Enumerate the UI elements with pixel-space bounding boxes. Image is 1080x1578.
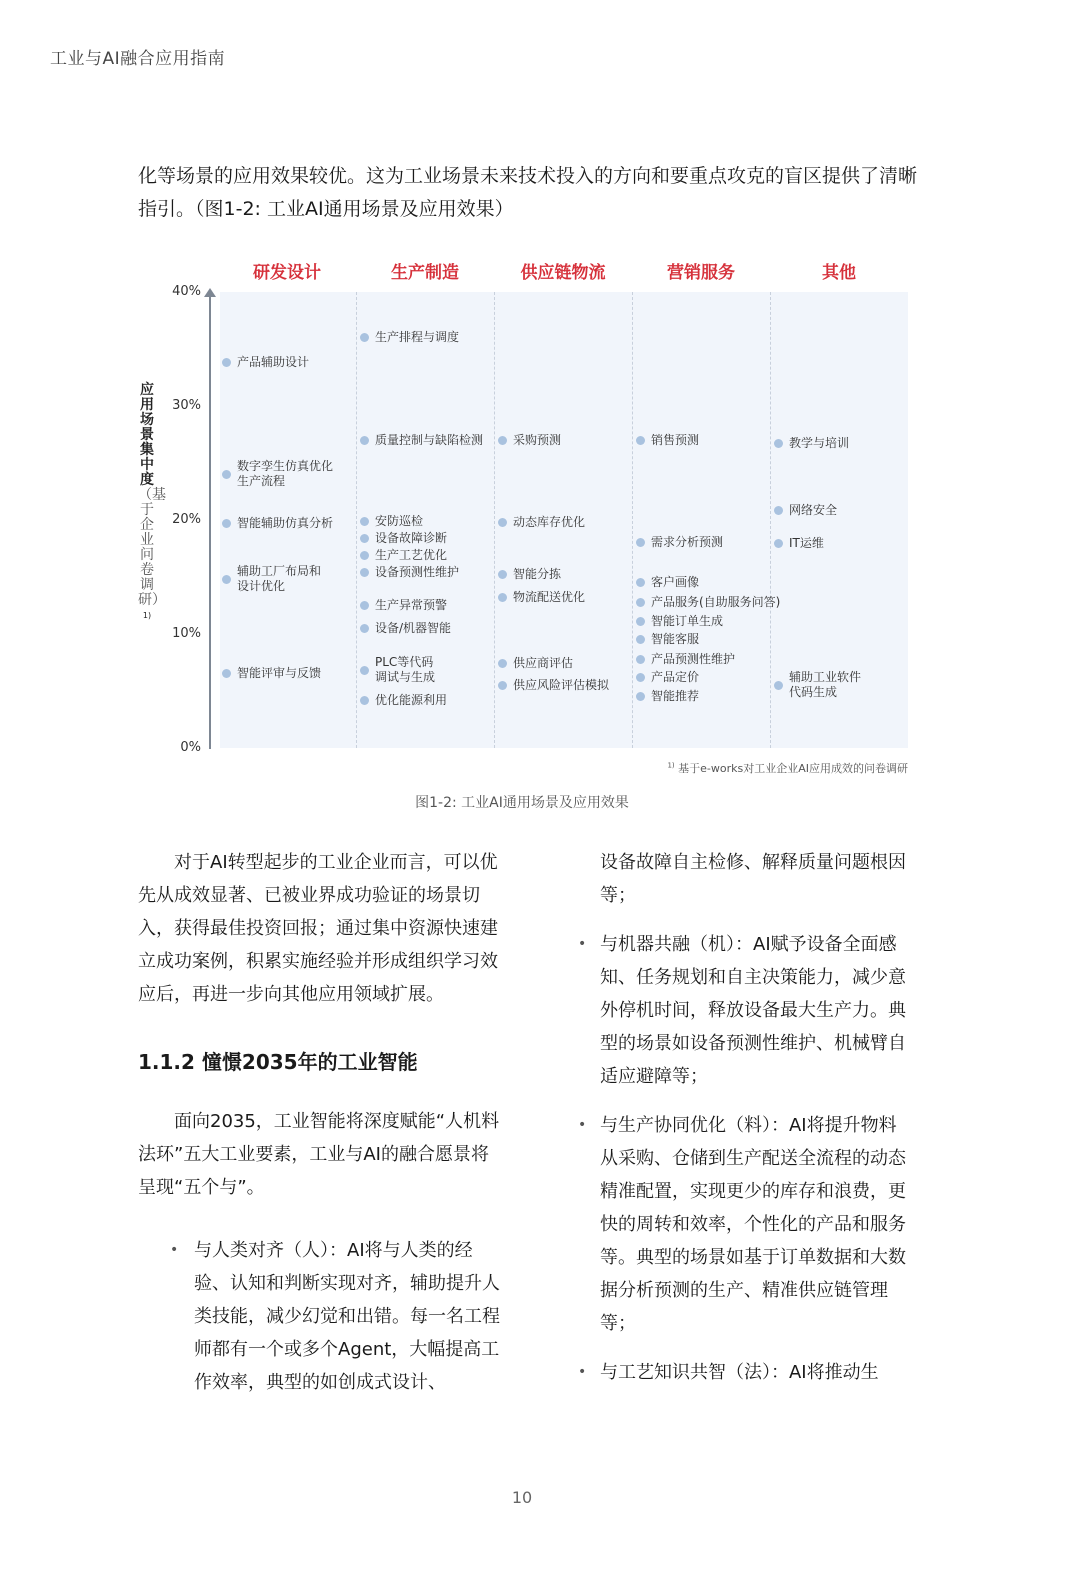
bullet-method	[578, 1356, 914, 1389]
point-marker	[498, 593, 507, 602]
scenario-point	[636, 632, 699, 647]
y-tick-label: 10%	[172, 626, 201, 641]
intro-paragraph	[138, 160, 918, 226]
point-label: 产品辅助设计	[237, 355, 310, 370]
footnote-mark: 1)	[667, 761, 675, 770]
point-label: 质量控制与缺陷检测	[375, 432, 484, 447]
point-label: 设备预测性维护	[375, 564, 460, 579]
point-label: 采购预测	[513, 432, 562, 447]
scenario-point	[360, 598, 447, 613]
point-marker	[360, 696, 369, 705]
scenario-point	[498, 590, 585, 605]
scenario-point	[498, 433, 561, 448]
y-axis-title-main: 应用场景集中度	[140, 382, 154, 488]
footnote-text: 基于e-works对工业企业AI应用成效的问卷调研	[678, 762, 908, 775]
scenario-point	[360, 693, 447, 708]
point-marker	[222, 358, 231, 367]
point-marker	[774, 539, 783, 548]
point-marker	[636, 673, 645, 682]
point-marker	[222, 519, 231, 528]
point-marker	[360, 551, 369, 560]
point-label: 安防巡检	[375, 513, 424, 528]
column-divider	[356, 292, 357, 748]
point-marker	[498, 681, 507, 690]
category-header: 营销服务	[667, 263, 735, 283]
y-tick-label: 30%	[172, 398, 201, 413]
point-label: PLC等代码 调试与生成	[375, 655, 436, 685]
scenario-point	[222, 355, 309, 370]
scenario-point	[222, 564, 321, 594]
point-marker	[636, 655, 645, 664]
scenario-point	[360, 565, 459, 580]
column-divider	[494, 292, 495, 748]
category-header: 其他	[822, 263, 856, 283]
point-marker	[360, 624, 369, 633]
scenario-point	[636, 614, 723, 629]
scenario-point	[636, 575, 699, 590]
point-marker	[360, 333, 369, 342]
point-marker	[636, 436, 645, 445]
scenario-point	[774, 536, 824, 551]
bullet-human-text: 与人类对齐（人）：AI将与人类的经验、认知和判断实现对齐，辅助提升人类技能，减少幻觉和出错。每一名工程师都有一个或多个Agent，大幅提高工作效率，典型的如创成式设计、	[194, 1240, 500, 1393]
point-marker	[360, 517, 369, 526]
scenario-point	[636, 670, 699, 685]
scenario-point	[774, 503, 837, 518]
point-label: 智能评审与反馈	[237, 666, 322, 681]
left-paragraph-2: 面向2035，工业智能将深度赋能“人机料法环”五大工业要素，工业与AI的融合愿景将呈现“五个与”。	[138, 1111, 500, 1198]
point-label: 优化能源利用	[375, 692, 448, 707]
scenario-point	[636, 689, 699, 704]
scenario-point	[222, 459, 333, 489]
scenario-point	[636, 535, 723, 550]
bullet-dot: •	[578, 1117, 587, 1133]
point-marker	[222, 669, 231, 678]
y-axis-title	[138, 382, 166, 628]
bullet-material-text: 与生产协同优化（料）：AI将提升物料从采购、仓储到生产配送全流程的动态精准配置，实现更少的库存和浪费，更快的周转和效率，个性化的产品和服务等。典型的场景如基于订单数据和大数据分析预测的生产、精准供应链管理等；	[600, 1115, 906, 1334]
point-label: IT运维	[789, 536, 824, 551]
scenario-point	[636, 433, 699, 448]
point-marker	[360, 436, 369, 445]
column-divider	[770, 292, 771, 748]
point-label: 供应商评估	[513, 656, 574, 671]
point-marker	[636, 635, 645, 644]
bullet-human-continued: 设备故障自主检修、解释质量问题根因等；	[600, 852, 906, 906]
point-marker	[774, 681, 783, 690]
point-label: 供应风险评估模拟	[513, 677, 610, 692]
point-label: 设备/机器智能	[375, 620, 452, 635]
bullet-material	[578, 1109, 914, 1340]
point-label: 智能推荐	[651, 689, 700, 704]
bullet-dot: •	[578, 936, 587, 952]
point-marker	[774, 439, 783, 448]
category-header: 研发设计	[253, 263, 321, 283]
point-marker	[636, 617, 645, 626]
scenario-point	[498, 678, 609, 693]
section-heading: 1.1.2 憧憬2035年的工业智能	[138, 1050, 418, 1074]
scenario-point	[498, 515, 585, 530]
scenario-point	[222, 516, 333, 531]
point-label: 销售预测	[651, 432, 700, 447]
intro-line-2: 指引。（图1-2: 工业AI通用场景及应用效果）	[138, 198, 514, 220]
point-label: 生产异常预警	[375, 598, 448, 612]
point-label: 物流配送优化	[513, 590, 586, 605]
point-label: 需求分析预测	[651, 535, 724, 550]
point-marker	[636, 598, 645, 607]
scenario-point	[636, 595, 780, 610]
y-axis-line	[209, 292, 211, 749]
bullet-machine	[578, 928, 914, 1093]
point-label: 数字孪生仿真优化 生产流程	[237, 459, 334, 489]
y-tick-label: 20%	[172, 512, 201, 527]
intro-line-1: 化等场景的应用效果较优。这为工业场景未来技术投入的方向和要重点攻克的盲区提供了清晰	[138, 165, 918, 187]
point-label: 设备故障诊断	[375, 530, 448, 545]
point-marker	[498, 436, 507, 445]
scenario-chart	[138, 250, 928, 790]
point-label: 智能分拣	[513, 567, 562, 582]
scenario-point	[774, 436, 849, 451]
point-marker	[360, 534, 369, 543]
point-marker	[222, 470, 231, 479]
point-marker	[636, 692, 645, 701]
category-header: 供应链物流	[520, 263, 606, 283]
scenario-point	[360, 548, 447, 563]
point-label: 客户画像	[651, 575, 700, 590]
point-label: 产品定价	[651, 669, 700, 684]
scenario-point	[360, 531, 447, 546]
point-label: 动态库存优化	[513, 514, 586, 529]
point-label: 生产工艺优化	[375, 547, 448, 562]
bullet-dot: •	[170, 1242, 179, 1258]
point-label: 网络安全	[789, 503, 838, 518]
point-marker	[774, 506, 783, 515]
category-header: 生产制造	[391, 263, 459, 283]
y-axis-arrow	[204, 288, 216, 297]
left-column	[138, 846, 506, 1399]
point-marker	[636, 578, 645, 587]
point-marker	[498, 659, 507, 668]
point-label: 智能订单生成	[651, 613, 724, 628]
figure-caption: 图1-2: 工业AI通用场景及应用效果	[415, 795, 629, 811]
y-axis-title-note: 1)	[142, 611, 152, 620]
y-tick-label: 0%	[180, 740, 201, 755]
point-marker	[222, 575, 231, 584]
scenario-point	[360, 621, 451, 636]
column-divider	[632, 292, 633, 748]
point-marker	[360, 666, 369, 675]
y-axis-title-sub: （基于企业问卷调研）	[138, 487, 166, 608]
bullet-machine-text: 与机器共融（机）：AI赋予设备全面感知、任务规划和自主决策能力，减少意外停机时间，释放设备最大生产力。典型的场景如设备预测性维护、机械臂自适应避障等；	[600, 934, 906, 1087]
scenario-point	[774, 670, 861, 700]
scenario-point	[498, 567, 561, 582]
right-column	[578, 846, 914, 1389]
chart-footnote	[667, 760, 908, 776]
scenario-point	[222, 666, 321, 681]
scenario-point	[498, 656, 573, 671]
point-label: 辅助工业软件 代码生成	[789, 670, 862, 700]
bullet-method-text: 与工艺知识共智（法）：AI将推动生	[600, 1362, 879, 1383]
point-marker	[498, 518, 507, 527]
point-label: 产品预测性维护	[651, 651, 736, 666]
point-marker	[636, 538, 645, 547]
scenario-point	[636, 652, 735, 667]
running-header: 工业与AI融合应用指南	[50, 49, 226, 69]
y-tick-label: 40%	[172, 284, 201, 299]
point-label: 辅助工厂布局和 设计优化	[237, 564, 322, 594]
point-label: 教学与培训	[789, 436, 850, 451]
point-label: 产品服务(自助服务问答)	[651, 594, 781, 609]
point-label: 智能客服	[651, 632, 700, 647]
point-marker	[360, 568, 369, 577]
point-marker	[498, 570, 507, 579]
left-paragraph-1: 对于AI转型起步的工业企业而言，可以优先从成效显著、已被业界成功验证的场景切入，获得最佳投资回报；通过集中资源快速建立成功案例，积累实施经验并形成组织学习效应后，再进一步向其他应用领域扩展。	[138, 852, 498, 1005]
scenario-point	[360, 514, 423, 529]
point-label: 智能辅助仿真分析	[237, 515, 334, 530]
bullet-dot: •	[578, 1364, 587, 1380]
scenario-point	[360, 655, 435, 685]
point-label: 生产排程与调度	[375, 330, 460, 345]
scenario-point	[360, 433, 483, 448]
bullet-human	[138, 1234, 506, 1399]
scenario-point	[360, 330, 459, 345]
page-number: 10	[511, 1488, 533, 1507]
point-marker	[360, 601, 369, 610]
